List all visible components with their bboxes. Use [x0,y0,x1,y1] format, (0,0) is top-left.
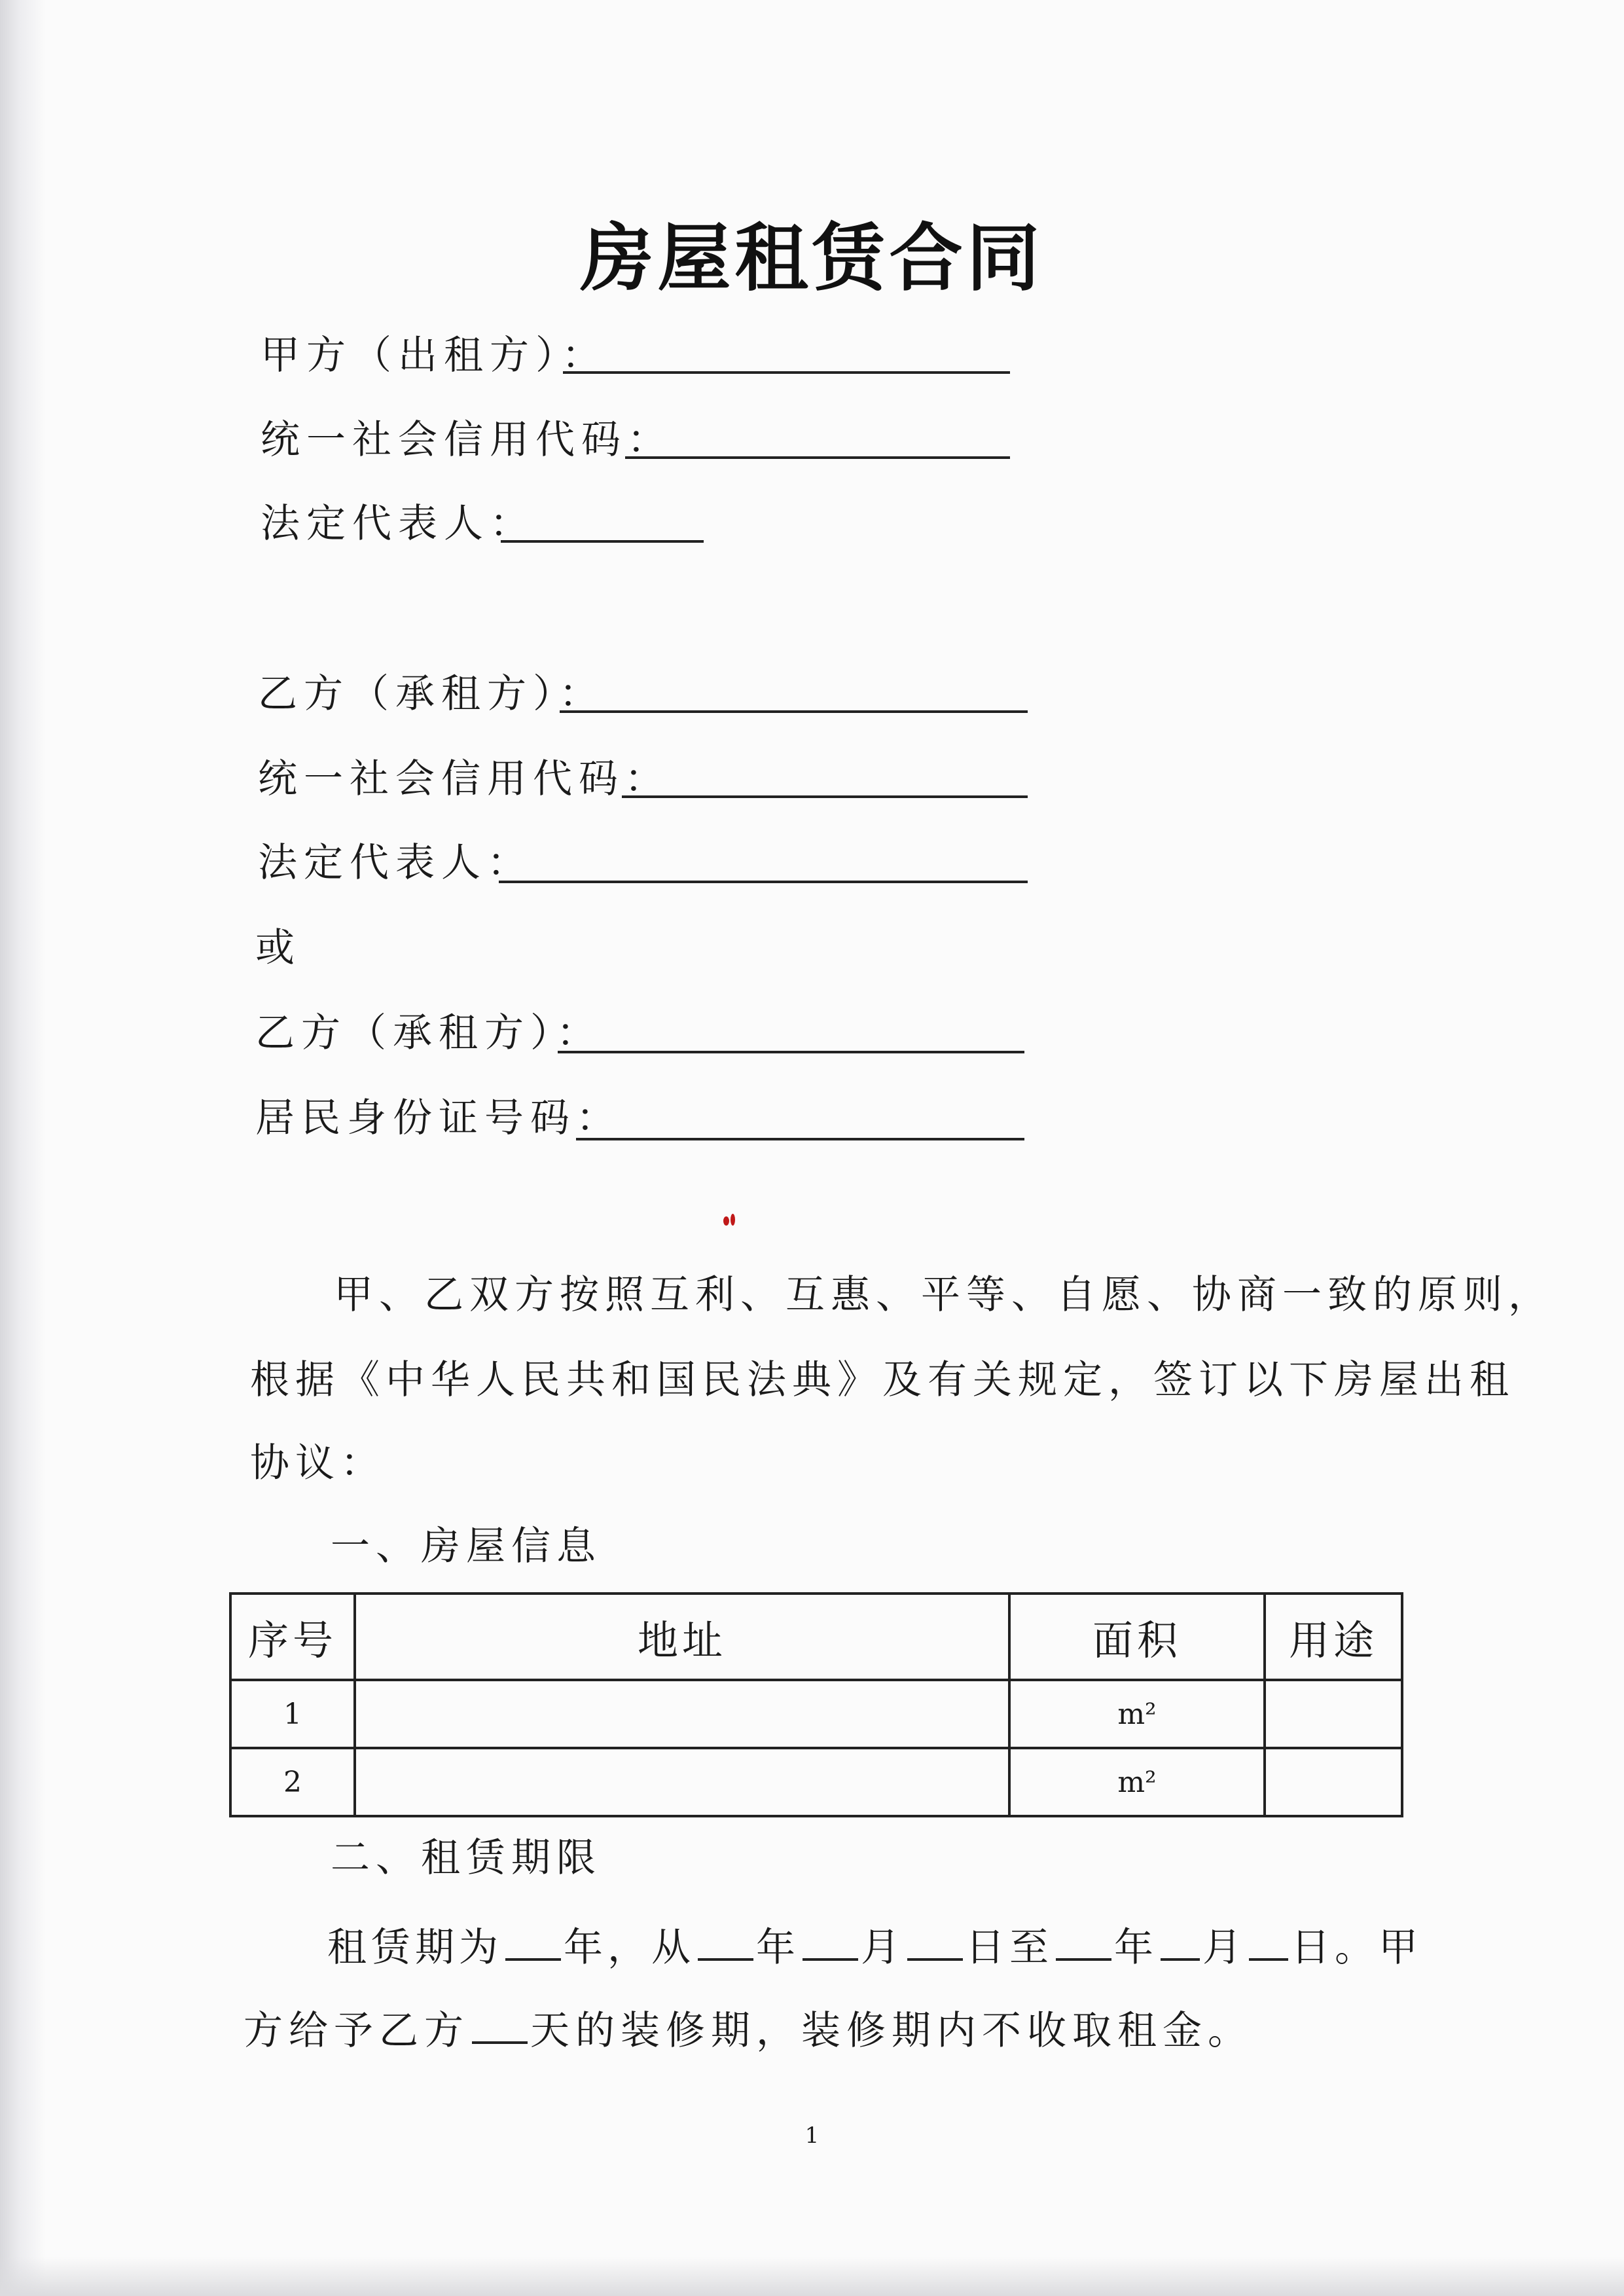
end-day-field[interactable] [1249,1922,1288,1961]
start-day-field[interactable] [907,1922,963,1961]
party-b-id-field[interactable] [576,1138,1024,1140]
row-no: 2 [230,1748,355,1816]
term-text-1: 租赁期为 [327,1925,503,1971]
party-a-credit-code-label: 统一社会信用代码： [261,417,673,463]
scan-shadow-left [0,0,46,2296]
table-header-row [230,1594,1402,1680]
party-b-credit-code-label: 统一社会信用代码： [258,756,670,802]
party-b-name-field[interactable] [560,710,1028,713]
party-a-legal-rep-label: 法定代表人： [261,501,535,547]
intro-line-3: 协议： [250,1440,386,1486]
header-address: 地址 [355,1594,1009,1680]
party-b-legal-rep-field[interactable] [499,881,1028,883]
intro-line-1: 甲、乙双方按照互利、互惠、平等、自愿、协商一致的原则， [334,1272,1553,1318]
header-area: 面积 [1009,1594,1265,1680]
area-unit: m² [1117,1765,1157,1799]
address-cell[interactable] [355,1748,1009,1816]
start-month-field[interactable] [803,1922,858,1961]
term-text-5: 日至 [965,1925,1053,1971]
start-year-field[interactable] [698,1922,753,1961]
party-b-legal-rep-label: 法定代表人： [258,840,533,886]
term-text-8: 日。甲 [1291,1925,1422,1971]
renovation-days-field[interactable] [472,2005,528,2044]
term-line-1 [327,1922,1422,1974]
term-text-2: 年，从 [564,1925,695,1971]
row-no: 1 [230,1680,355,1748]
term-years-field[interactable] [505,1922,561,1961]
document-title: 房屋租赁合同 [580,215,1044,301]
term-line-2 [244,2005,1253,2057]
area-cell[interactable] [1009,1748,1265,1816]
term-text-10: 天的装修期，装修期内不收取租金。 [530,2008,1253,2054]
term-text-4: 月 [861,1925,905,1971]
table-row [230,1748,1402,1816]
header-use: 用途 [1265,1594,1402,1680]
table-row [230,1680,1402,1748]
party-b-person-name-field[interactable] [558,1051,1024,1053]
house-info-table [229,1592,1403,1817]
or-text: 或 [255,925,301,971]
party-a-credit-code-field[interactable] [625,456,1010,459]
intro-line-2: 根据《中华人民共和国民法典》及有关规定，签订以下房屋出租 [250,1357,1515,1403]
term-text-6: 年 [1114,1925,1158,1971]
party-a-legal-rep-field[interactable] [501,540,704,543]
use-cell[interactable] [1265,1680,1402,1748]
use-cell[interactable] [1265,1748,1402,1816]
party-b-credit-code-field[interactable] [622,795,1028,798]
party-b-person-name-label: 乙方（承租方）： [255,1010,602,1056]
party-a-name-label: 甲方（出租方）： [261,333,607,378]
term-text-9: 方给予乙方 [244,2008,469,2054]
header-no: 序号 [230,1594,355,1680]
page-number: 1 [804,2123,820,2149]
scan-speck [731,1214,735,1226]
party-b-name-label: 乙方（承租方）： [258,671,605,717]
end-year-field[interactable] [1056,1922,1111,1961]
scan-shadow-bottom [0,2257,1624,2296]
area-cell[interactable] [1009,1680,1265,1748]
section-1-heading: 一、房屋信息 [331,1523,602,1569]
term-text-3: 年 [756,1925,800,1971]
area-unit: m² [1117,1697,1157,1731]
term-text-7: 月 [1202,1925,1246,1971]
party-b-id-label: 居民身份证号码： [255,1095,622,1141]
party-a-name-field[interactable] [563,371,1010,374]
end-month-field[interactable] [1161,1922,1200,1961]
scan-speck [723,1216,729,1226]
section-2-heading: 二、租赁期限 [331,1835,602,1881]
address-cell[interactable] [355,1680,1009,1748]
